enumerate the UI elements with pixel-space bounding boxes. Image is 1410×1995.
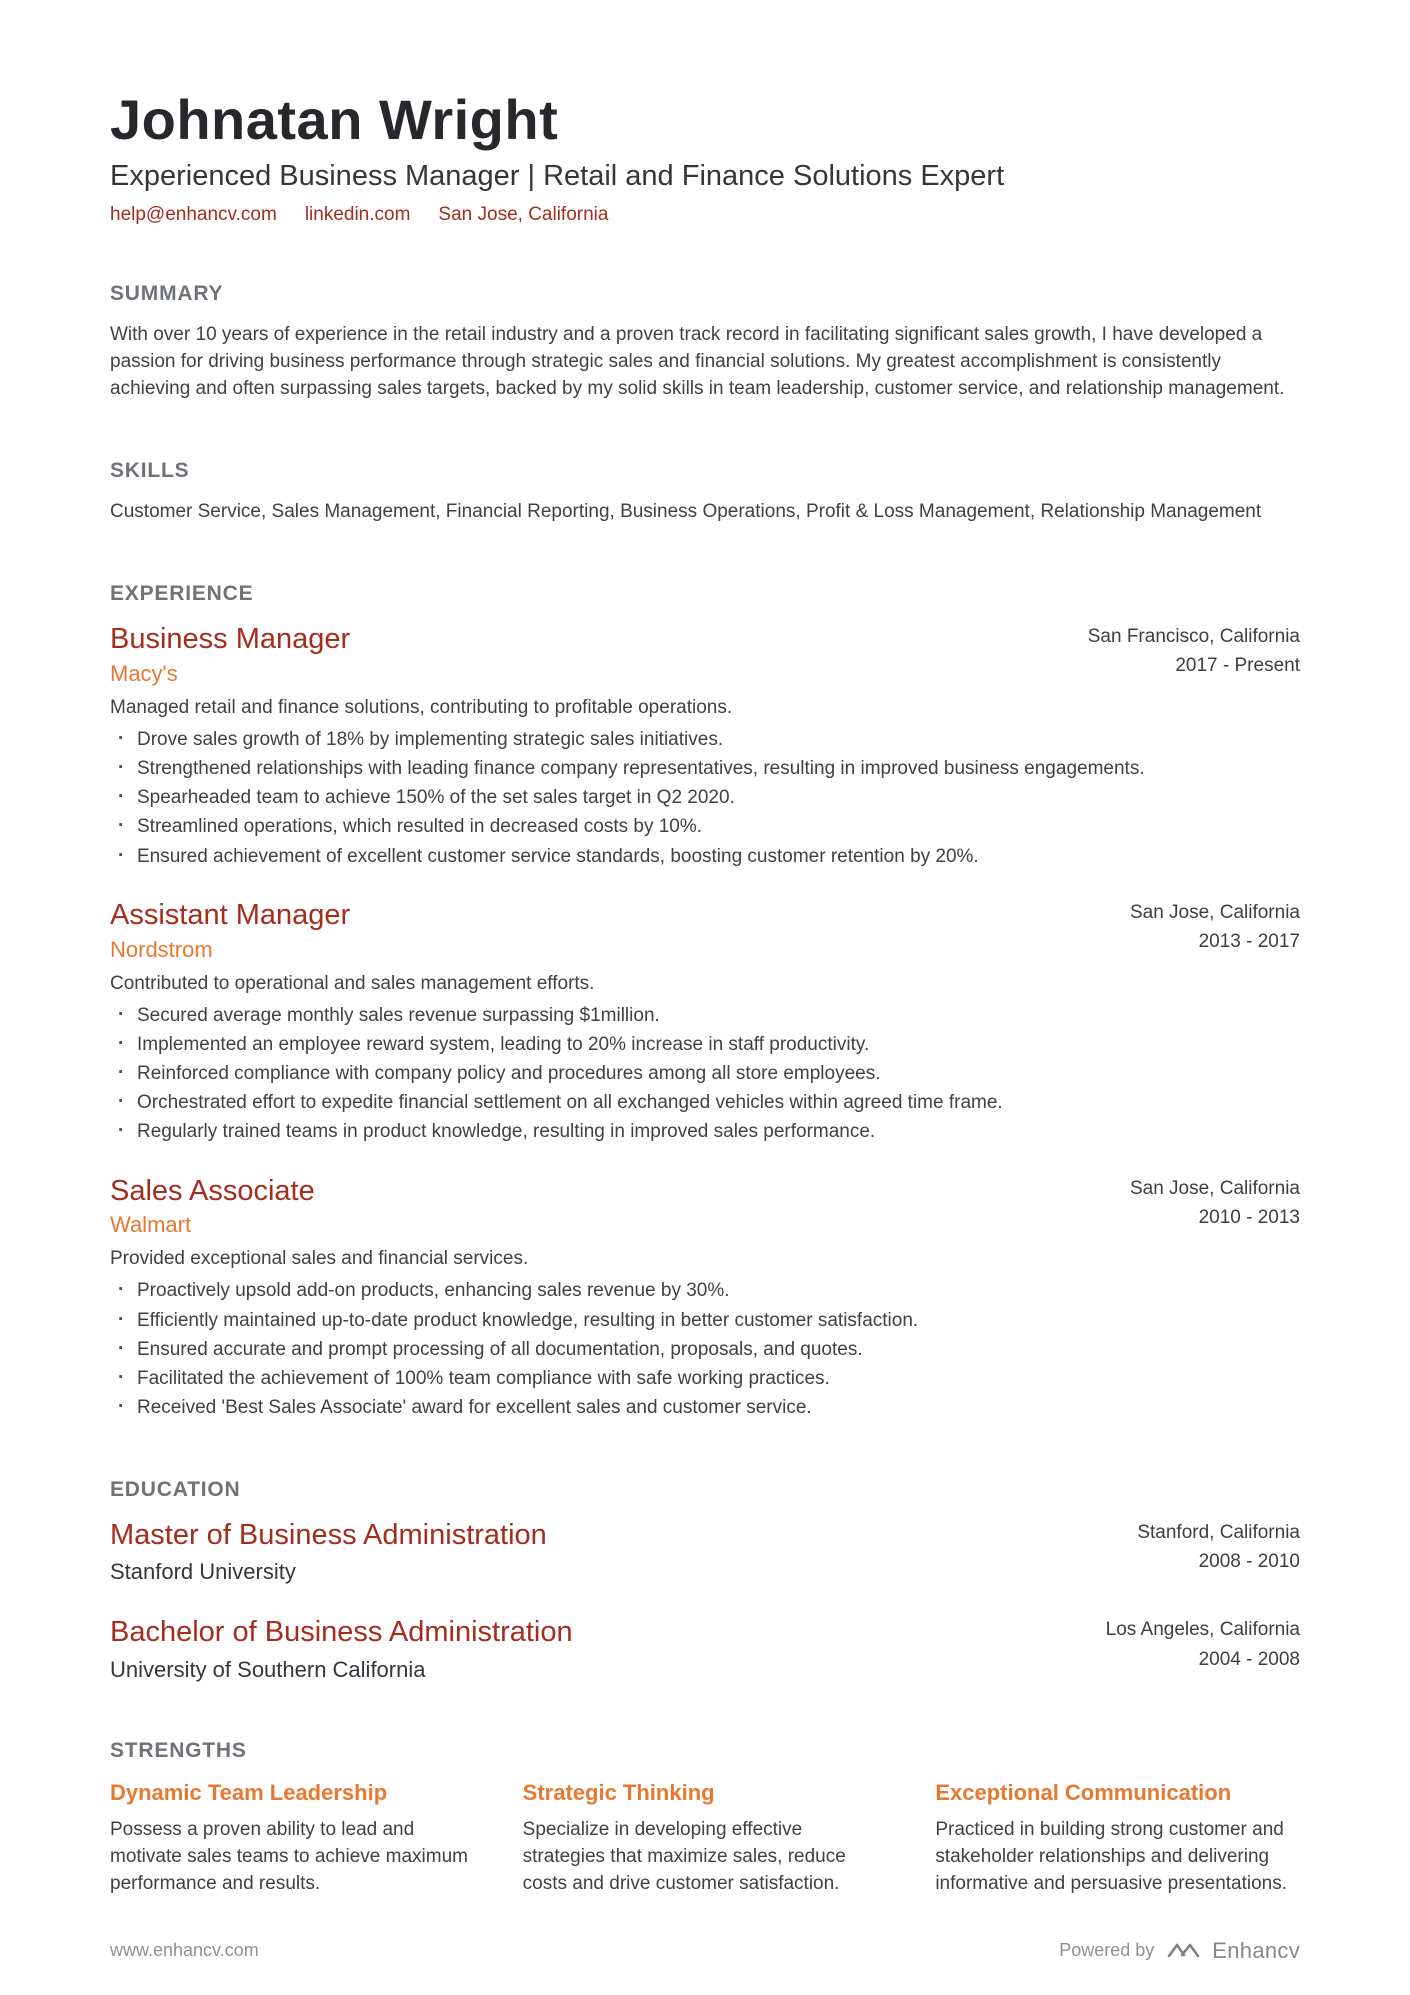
enhancv-logo-icon — [1166, 1940, 1204, 1962]
contact-email-link[interactable]: help@enhancv.com — [110, 204, 277, 226]
resume-headline: Experienced Business Manager | Retail and Finance Solutions Expert — [110, 160, 1005, 193]
bullet-item: · Facilitated the achievement of 100% team compliance with safe working practices. — [110, 1366, 1300, 1392]
page-footer — [110, 1898, 1300, 1964]
job-title-block — [110, 898, 350, 963]
job-dates: 2013 - 2017 — [1198, 931, 1300, 953]
degree-header — [110, 1615, 1300, 1683]
bullet-item: · Streamlined operations, which resulted in decreased costs by 10%. — [110, 814, 1300, 840]
degree-title-block — [110, 1615, 573, 1683]
powered-by-block — [1059, 1938, 1300, 1964]
job-dates: 2010 - 2013 — [1198, 1207, 1300, 1229]
strengths-heading: STRENGTHS — [110, 1739, 247, 1763]
job-meta — [1088, 622, 1300, 681]
bullet-item: · Received 'Best Sales Associate' award for excellent sales and customer service. — [110, 1395, 1300, 1421]
bullet-item: · Proactively upsold add-on products, enhancing sales revenue by 30%. — [110, 1278, 1300, 1304]
degree-dates: 2008 - 2010 — [1198, 1550, 1300, 1572]
bullet-item: · Secured average monthly sales revenue surpassing $1million. — [110, 1003, 1300, 1029]
bullet-item: · Reinforced compliance with company policy and procedures among all store employees. — [110, 1061, 1300, 1087]
degree-location: Los Angeles, California — [1105, 1619, 1300, 1641]
job-header — [110, 622, 1300, 687]
job-header — [110, 898, 1300, 963]
degree-meta — [1106, 1615, 1300, 1674]
resume-header — [110, 88, 1300, 226]
degree-header — [110, 1518, 1300, 1586]
job-entry-assistant-manager — [110, 898, 1300, 1146]
bullet-item: · Strengthened relationships with leading finance company representatives, resulting in improved business engagements. — [110, 756, 1300, 782]
summary-text: With over 10 years of experience in the retail industry and a proven track record in facilitating significant sales growth, I have developed a passion for driving business performance through strategic sales and financial solutions. My greatest accomplishment is consistently achieving and often surpassing sales targets, backed by my solid skills in team leadership, customer service, and relationship management. — [110, 324, 1285, 400]
job-company: Walmart — [110, 1212, 192, 1238]
degree-dates: 2004 - 2008 — [1198, 1648, 1300, 1670]
degree-meta — [1137, 1518, 1300, 1577]
experience-section — [110, 582, 1300, 1422]
job-location: San Jose, California — [1129, 901, 1300, 923]
bullet-item: · Efficiently maintained up-to-date product knowledge, resulting in better customer satisfaction. — [110, 1308, 1300, 1334]
job-title: Assistant Manager — [110, 898, 351, 931]
enhancv-brand-name: Enhancv — [1212, 1937, 1300, 1963]
strength-title: Dynamic Team Leadership — [110, 1780, 388, 1806]
bullet-item: · Ensured achievement of excellent customer service standards, boosting customer retention by 20%. — [110, 844, 1300, 870]
job-description: Provided exceptional sales and financial services. — [110, 1248, 529, 1270]
bullet-item: · Drove sales growth of 18% by implementing strategic sales initiatives. — [110, 727, 1300, 753]
job-bullet-list — [110, 727, 1300, 870]
job-header — [110, 1174, 1300, 1239]
strength-title: Exceptional Communication — [935, 1780, 1232, 1806]
bullet-item: · Regularly trained teams in product knowledge, resulting in improved sales performance. — [110, 1119, 1300, 1145]
degree-title: Bachelor of Business Administration — [110, 1616, 573, 1649]
experience-heading: EXPERIENCE — [110, 581, 254, 605]
bullet-item: · Spearheaded team to achieve 150% of the set sales target in Q2 2020. — [110, 785, 1300, 811]
contact-linkedin-link[interactable]: linkedin.com — [304, 204, 411, 226]
degree-entry-mba — [110, 1518, 1300, 1586]
enhancv-brand-link[interactable] — [1166, 1938, 1300, 1964]
job-dates: 2017 - Present — [1175, 655, 1300, 677]
contact-location: San Jose, California — [438, 204, 609, 226]
bullet-item: · Orchestrated effort to expedite financial settlement on all exchanged vehicles within agreed time frame. — [110, 1090, 1300, 1116]
summary-heading: SUMMARY — [110, 282, 224, 306]
job-bullet-list — [110, 1003, 1300, 1146]
resume-name: Johnatan Wright — [110, 88, 559, 151]
contact-row — [110, 204, 1300, 226]
job-title-block — [110, 1174, 315, 1239]
job-company: Macy's — [110, 660, 178, 686]
strength-text: Possess a proven ability to lead and motivate sales teams to achieve maximum performance and results. — [110, 1818, 468, 1894]
job-location: San Francisco, California — [1087, 625, 1300, 647]
powered-by-label: Powered by — [1059, 1940, 1155, 1961]
degree-title-block — [110, 1518, 547, 1586]
job-company: Nordstrom — [110, 936, 213, 962]
degree-title: Master of Business Administration — [110, 1518, 547, 1551]
strength-item-communication — [935, 1779, 1300, 1897]
job-description: Contributed to operational and sales management efforts. — [110, 972, 595, 994]
strength-item-leadership — [110, 1779, 475, 1897]
bullet-item: · Ensured accurate and prompt processing of all documentation, proposals, and quotes. — [110, 1337, 1300, 1363]
footer-website-link[interactable]: www.enhancv.com — [110, 1940, 259, 1961]
skills-heading: SKILLS — [110, 458, 190, 482]
skills-section — [110, 459, 1300, 526]
job-meta — [1130, 1174, 1300, 1233]
job-bullet-list — [110, 1278, 1300, 1421]
job-entry-sales-associate — [110, 1174, 1300, 1422]
degree-entry-bba — [110, 1615, 1300, 1683]
bullet-item: · Implemented an employee reward system, leading to 20% increase in staff productivity. — [110, 1032, 1300, 1058]
job-title-block — [110, 622, 350, 687]
strength-text: Specialize in developing effective strategies that maximize sales, reduce costs and drive customer satisfaction. — [522, 1818, 846, 1894]
strengths-grid — [110, 1779, 1300, 1897]
education-section — [110, 1478, 1300, 1684]
job-entry-business-manager — [110, 622, 1300, 870]
strength-title: Strategic Thinking — [522, 1780, 715, 1806]
education-heading: EDUCATION — [110, 1477, 241, 1501]
job-description: Managed retail and finance solutions, contributing to profitable operations. — [110, 696, 733, 718]
summary-section — [110, 282, 1300, 403]
job-title: Business Manager — [110, 622, 351, 655]
job-location: San Jose, California — [1129, 1177, 1300, 1199]
degree-school: University of Southern California — [110, 1657, 426, 1683]
strengths-section — [110, 1739, 1300, 1897]
job-meta — [1130, 898, 1300, 957]
strength-item-strategic-thinking — [523, 1779, 888, 1897]
degree-school: Stanford University — [110, 1559, 296, 1585]
skills-text: Customer Service, Sales Management, Financial Reporting, Business Operations, Profit & Loss Management, Relationship Management — [110, 500, 1262, 522]
degree-location: Stanford, California — [1137, 1521, 1300, 1543]
strength-text: Practiced in building strong customer and stakeholder relationships and delivering informative and persuasive presentations. — [935, 1818, 1288, 1894]
job-title: Sales Associate — [110, 1174, 315, 1207]
